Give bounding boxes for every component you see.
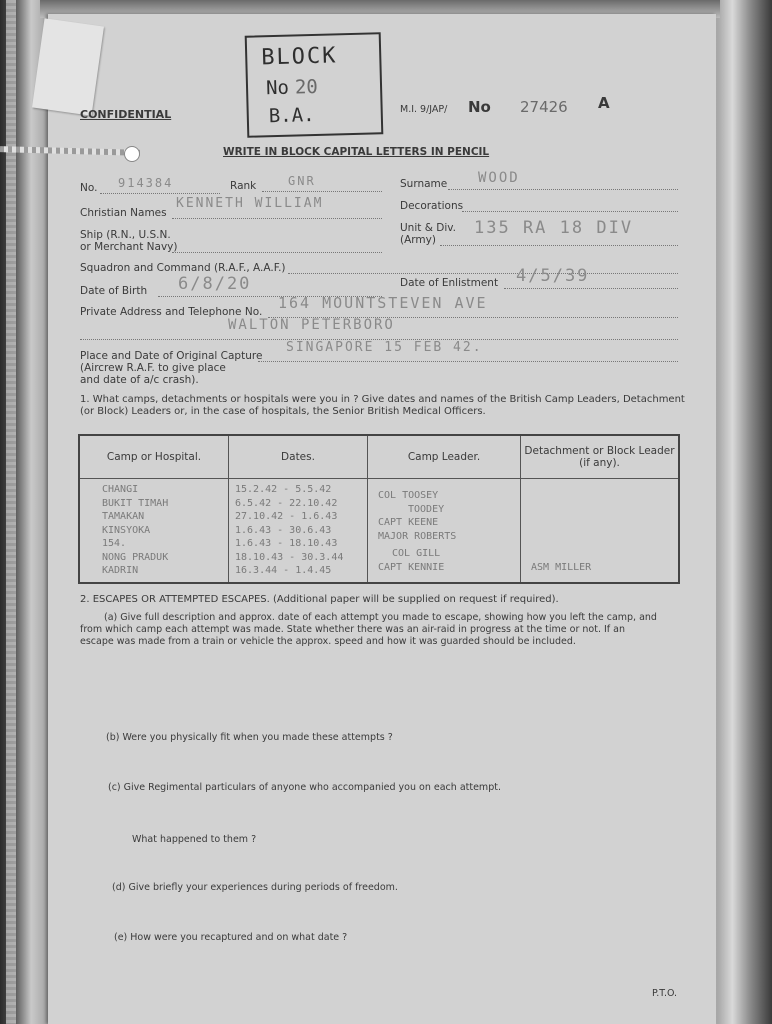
- capture-value: SINGAPORE 15 FEB 42.: [286, 340, 483, 355]
- unit-line: [440, 245, 678, 246]
- list-item: TAMAKAN: [102, 511, 145, 522]
- col-detachment-header: Detachment or Block Leader (if any).: [521, 435, 680, 479]
- q2-a-line-1: (a) Give full description and approx. date of each attempt you made to escape, showing how you left the camp, and: [104, 612, 657, 623]
- list-item: NONG PRADUK: [102, 551, 169, 563]
- list-item: 154.: [102, 538, 127, 549]
- list-item: 15.2.42 - 5.5.42: [235, 484, 332, 495]
- folded-corner: [32, 18, 104, 115]
- list-item: 1.6.43 - 30.6.43: [235, 524, 332, 536]
- block-stamp: [245, 32, 384, 138]
- q2-c: (c) Give Regimental particulars of anyone who accompanied you on each attempt.: [108, 782, 501, 793]
- christian-names-value: KENNETH WILLIAM: [176, 196, 324, 211]
- squadron-line: [288, 273, 678, 274]
- dob-label: Date of Birth: [80, 285, 148, 297]
- decorations-label: Decorations: [400, 200, 464, 212]
- capture-label-2: (Aircrew R.A.F. to give place: [80, 362, 226, 374]
- address-label: Private Address and Telephone No.: [80, 306, 263, 318]
- q1-text-1: 1. What camps, detachments or hospitals were you in ? Give dates and names of the British Camp Leaders, Detachment: [80, 394, 685, 405]
- stamp-ba-text: B.A.: [268, 103, 315, 128]
- capture-line: [258, 361, 678, 362]
- address-value-2: WALTON PETERBORO: [228, 317, 395, 333]
- list-item: CAPT KENNIE: [378, 561, 445, 573]
- list-item: KINSYOKA: [102, 524, 151, 536]
- pto-label: P.T.O.: [652, 988, 678, 999]
- q1-text-2: (or Block) Leaders or, in the case of hospitals, the Senior British Medical Officers.: [80, 406, 486, 417]
- no-value: 914384: [118, 176, 174, 190]
- camps-table: [78, 434, 680, 584]
- q2-a-line-2: from which camp each attempt was made. State whether there was an air-raid in progress at the time or not. If an: [80, 624, 626, 635]
- col-leader-header: Camp Leader.: [368, 435, 521, 479]
- capture-label-3: and date of a/c crash).: [80, 374, 199, 386]
- ship-line: [172, 252, 382, 253]
- list-item: 16.3.44 - 1.4.45: [235, 565, 332, 576]
- q2-d: (d) Give briefly your experiences during periods of freedom.: [112, 882, 398, 893]
- list-item: 18.10.43 - 30.3.44: [235, 551, 344, 563]
- enlistment-label: Date of Enlistment: [400, 277, 499, 289]
- list-item: ASM MILLER: [531, 562, 592, 573]
- binder-spine: [6, 0, 16, 1024]
- camps-cell: [79, 479, 229, 584]
- address-value-1: 164 MOUNTSTEVEN AVE: [278, 294, 488, 312]
- unit-label-2: (Army): [400, 234, 436, 246]
- list-item: TOODEY: [408, 503, 445, 515]
- enlistment-line: [504, 288, 678, 289]
- ship-label-2: or Merchant Navy): [80, 241, 178, 253]
- list-item: COL TOOSEY: [378, 490, 439, 501]
- q2-c-followup: What happened to them ?: [132, 834, 257, 845]
- capture-label-1: Place and Date of Original Capture: [80, 350, 263, 362]
- rank-line: [262, 191, 382, 192]
- detachment-cell: [521, 479, 680, 584]
- list-item: 1.6.43 - 18.10.43: [235, 538, 338, 549]
- surname-label: Surname: [400, 178, 448, 190]
- enlistment-value: 4/5/39: [516, 266, 590, 286]
- christian-names-label: Christian Names: [80, 207, 167, 219]
- leaders-cell: [368, 479, 521, 584]
- q2-title: 2. ESCAPES OR ATTEMPTED ESCAPES. (Additional paper will be supplied on request if required).: [80, 594, 559, 605]
- no-line: [100, 193, 220, 194]
- squadron-label: Squadron and Command (R.A.F., A.A.F.): [80, 262, 286, 274]
- list-item: KADRIN: [102, 565, 139, 576]
- list-item: 6.5.42 - 22.10.42: [235, 497, 338, 509]
- decorations-line: [462, 211, 678, 212]
- stamp-no-label: No: [265, 76, 290, 100]
- serial-number: 27426: [520, 98, 568, 116]
- table-row: [79, 479, 679, 584]
- rank-label: Rank: [230, 180, 257, 192]
- confidential-label: CONFIDENTIAL: [80, 108, 172, 121]
- list-item: CHANGI: [102, 484, 139, 495]
- stamp-number-value: 20: [294, 75, 319, 99]
- instruction-heading: WRITE IN BLOCK CAPITAL LETTERS IN PENCIL: [223, 146, 490, 158]
- dates-cell: [229, 479, 368, 584]
- list-item: COL GILL: [392, 548, 441, 559]
- unit-label-1: Unit & Div.: [400, 222, 456, 234]
- ship-label-1: Ship (R.N., U.S.N.: [80, 229, 171, 241]
- list-item: BUKIT TIMAH: [102, 497, 169, 509]
- rank-value: GNR: [288, 174, 316, 188]
- list-item: 27.10.42 - 1.6.43: [235, 511, 338, 522]
- q2-e: (e) How were you recaptured and on what date ?: [114, 932, 348, 943]
- serial-suffix: A: [598, 94, 610, 112]
- mi-reference: M.I. 9/JAP/: [400, 104, 448, 115]
- surname-line: [448, 189, 678, 190]
- punch-hole: [124, 146, 140, 162]
- christian-names-line: [172, 218, 382, 219]
- unit-value: 135 RA 18 DIV: [474, 218, 634, 238]
- col-camp-header: Camp or Hospital.: [79, 435, 229, 479]
- stamp-number-row: [266, 76, 318, 99]
- surname-value: WOOD: [478, 170, 520, 186]
- col-dates-header: Dates.: [229, 435, 368, 479]
- q2-b: (b) Were you physically fit when you made these attempts ?: [106, 732, 393, 743]
- list-item: MAJOR ROBERTS: [378, 530, 457, 542]
- table-header-row: [79, 435, 679, 479]
- number-label: No: [468, 98, 491, 116]
- stamp-block-text: BLOCK: [260, 43, 338, 71]
- no-label: No.: [80, 182, 98, 194]
- dob-value: 6/8/20: [178, 274, 252, 294]
- list-item: CAPT KEENE: [378, 517, 439, 528]
- q2-a-line-3: escape was made from a train or vehicle the approx. speed and how it was guarded should be included.: [80, 636, 576, 647]
